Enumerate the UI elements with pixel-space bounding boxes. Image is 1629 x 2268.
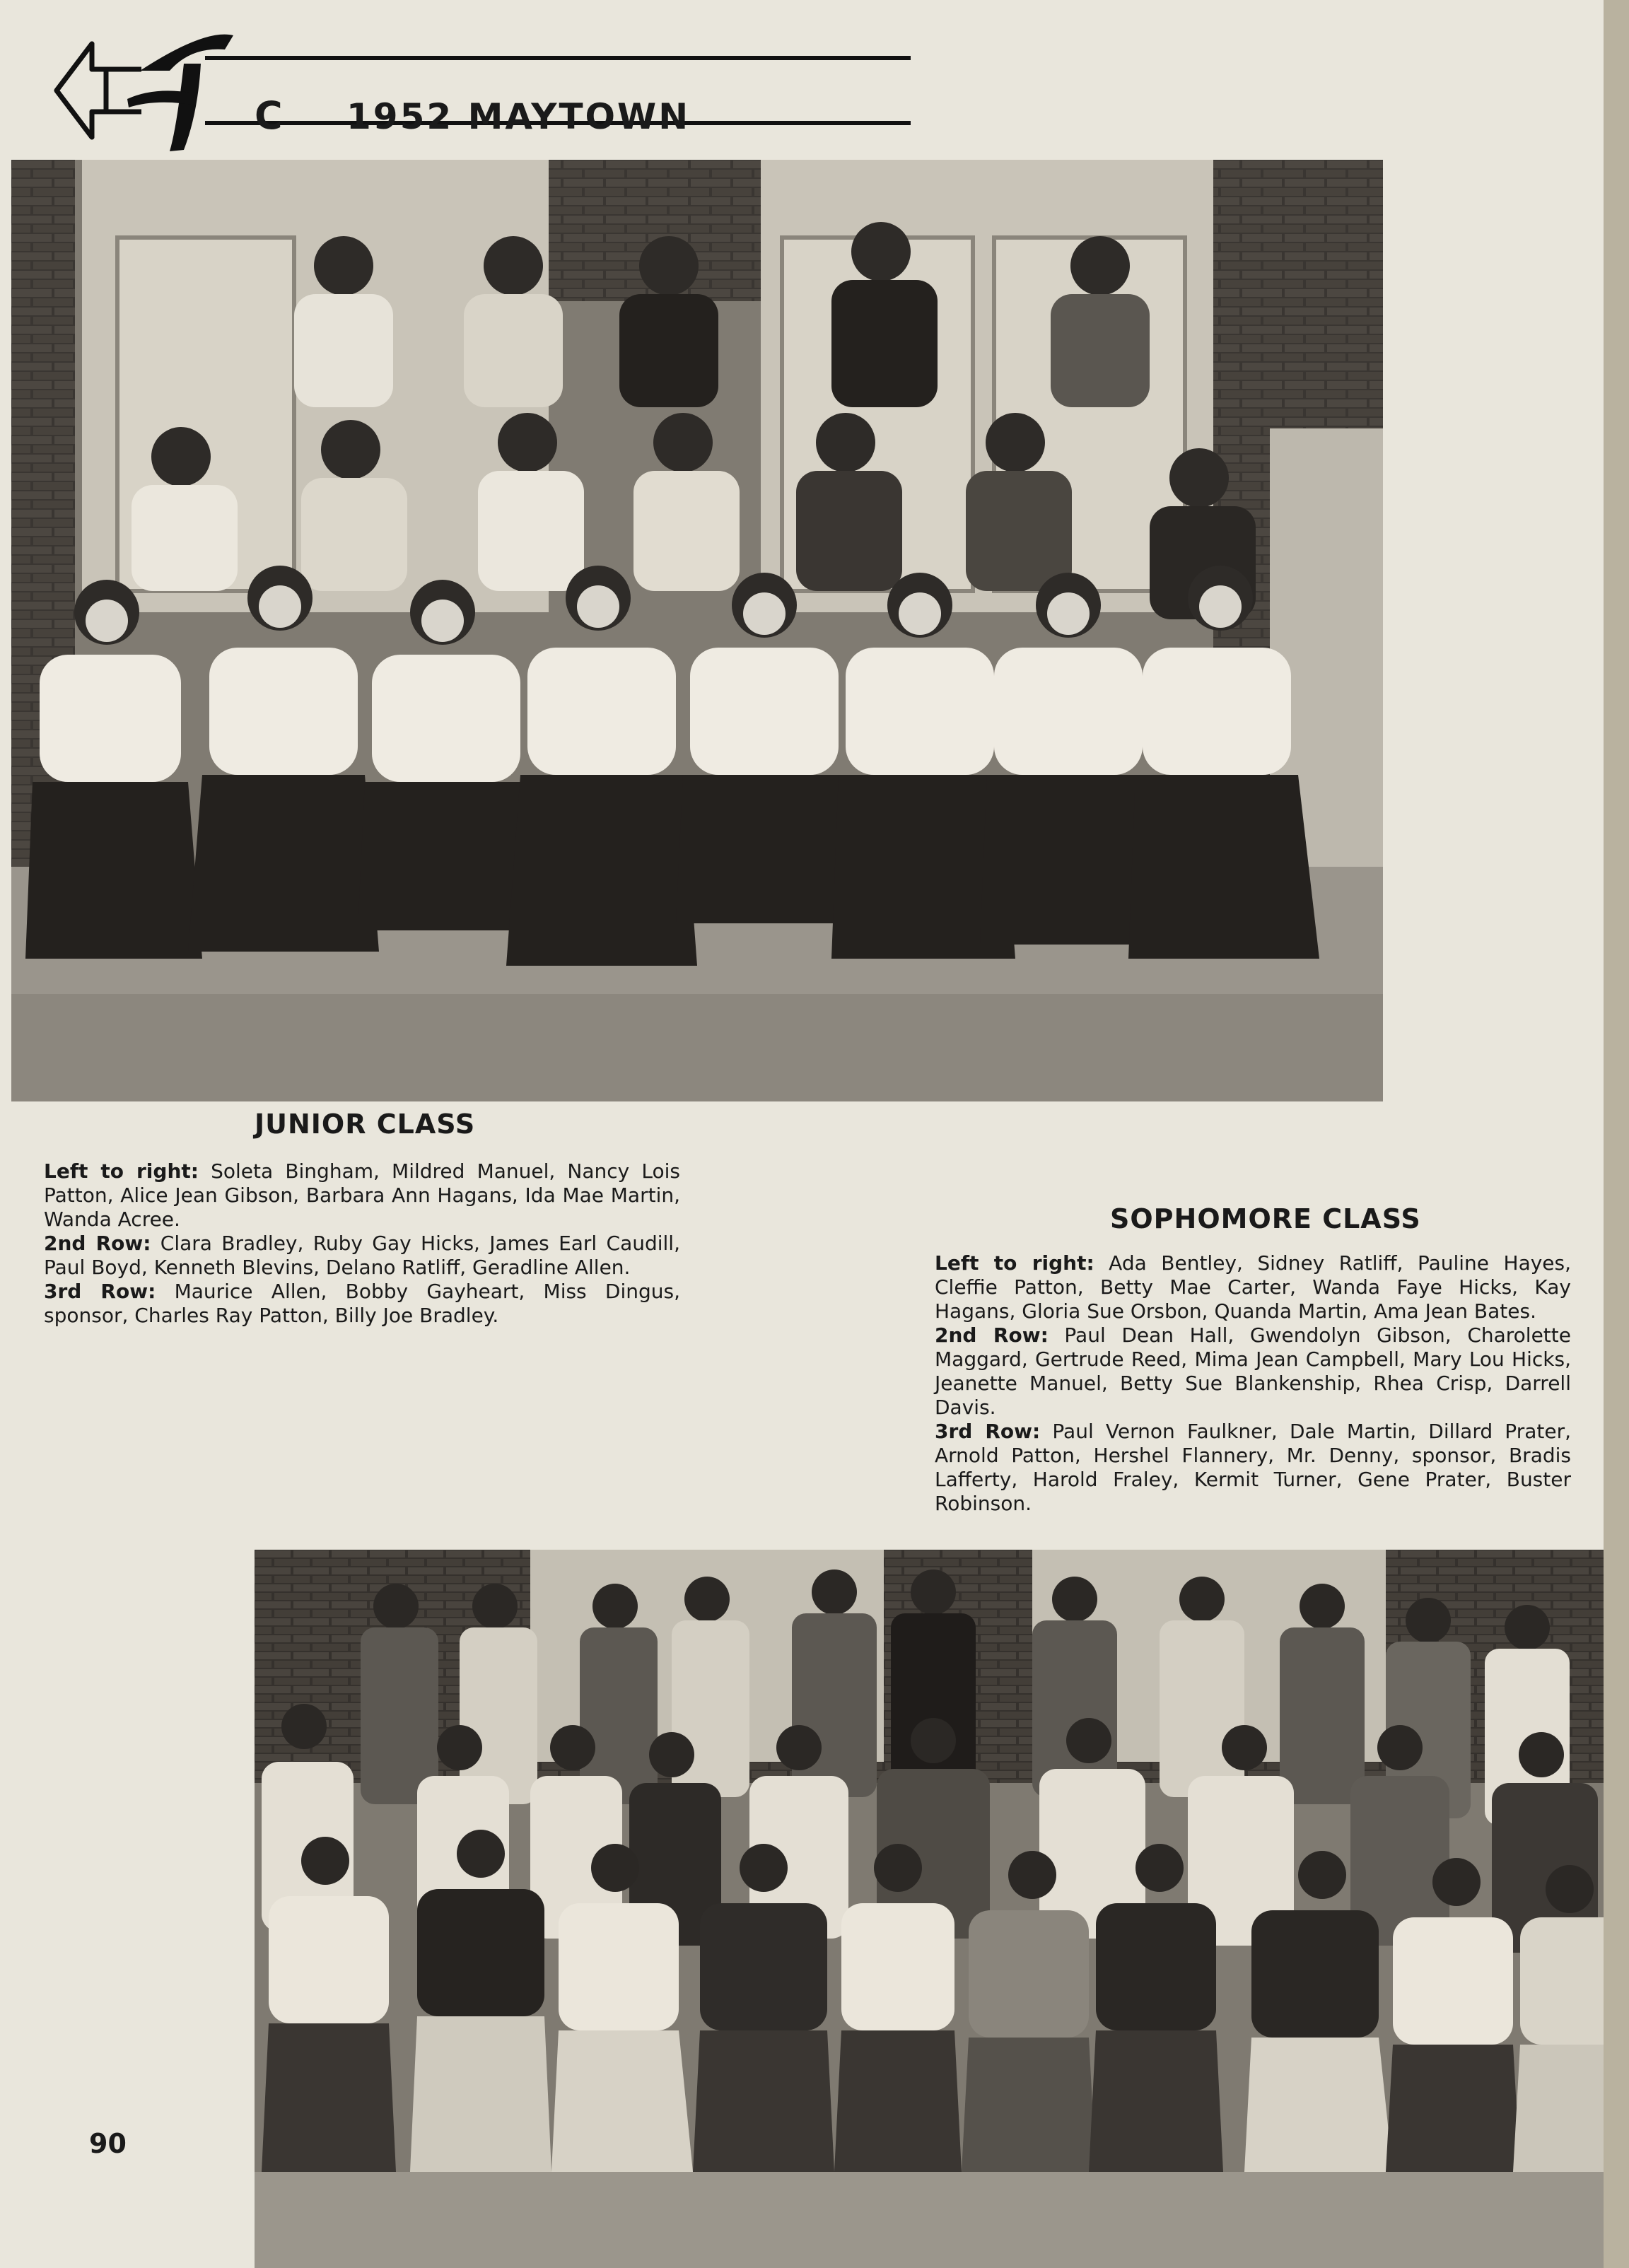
header-title: 1952 MAYTOWN bbox=[346, 96, 691, 137]
sophomore-class-photo bbox=[255, 1550, 1629, 2268]
junior-class-caption bbox=[44, 1159, 680, 1328]
sophomore-row2-label: 2nd Row: bbox=[935, 1323, 1049, 1347]
junior-row2-label: 2nd Row: bbox=[44, 1232, 151, 1255]
sophomore-class-title: SOPHOMORE CLASS bbox=[1110, 1203, 1421, 1234]
sophomore-row2-names: Paul Dean Hall, Gwendolyn Gibson, Charolette Maggard, Gertrude Reed, Mima Jean Campbell, Mary Lou Hicks, Jeanette Manuel, Betty Sue Blankenship, Rhea Crisp, Darrell Davis. bbox=[935, 1323, 1571, 1419]
junior-row1-names: Soleta Bingham, Mildred Manuel, Nancy Lois Patton, Alice Jean Gibson, Barbara Ann Hagans, Ida Mae Martin, Wanda Acree. bbox=[44, 1159, 680, 1231]
junior-row2-names: Clara Bradley, Ruby Gay Hicks, James Earl Caudill, Paul Boyd, Kenneth Blevins, Delano Ratliff, Geradline Allen. bbox=[44, 1232, 680, 1279]
page-header bbox=[49, 28, 919, 156]
sophomore-caption-paragraph bbox=[935, 1251, 1571, 1516]
junior-row3-label: 3rd Row: bbox=[44, 1280, 156, 1303]
sophomore-class-caption bbox=[935, 1251, 1571, 1516]
sophomore-row1-label: Left to right: bbox=[935, 1251, 1094, 1275]
page-number: 90 bbox=[89, 2128, 127, 2159]
sophomore-row3-label: 3rd Row: bbox=[935, 1420, 1041, 1443]
junior-row1-label: Left to right: bbox=[44, 1159, 199, 1183]
junior-caption-paragraph bbox=[44, 1159, 680, 1328]
header-section-letter: C bbox=[255, 93, 284, 138]
binding-edge bbox=[1604, 0, 1629, 2268]
junior-class-title: JUNIOR CLASS bbox=[255, 1109, 476, 1140]
sophomore-row1-names: Ada Bentley, Sidney Ratliff, Pauline Hayes, Cleffie Patton, Betty Mae Carter, Wanda Faye Hicks, Kay Hagans, Gloria Sue Orsbon, Quanda Martin, Ama Jean Bates. bbox=[935, 1251, 1572, 1323]
sophomore-row3-names: Paul Vernon Faulkner, Dale Martin, Dillard Prater, Arnold Patton, Hershel Flannery, Mr. Denny, sponsor, Bradis Lafferty, Harold Fraley, Kermit Turner, Gene Prater, Buster Robinson. bbox=[935, 1420, 1571, 1515]
junior-class-photo bbox=[11, 160, 1383, 1101]
junior-row3-names: Maurice Allen, Bobby Gayheart, Miss Dingus, sponsor, Charles Ray Patton, Billy Joe Bradley. bbox=[44, 1280, 680, 1327]
